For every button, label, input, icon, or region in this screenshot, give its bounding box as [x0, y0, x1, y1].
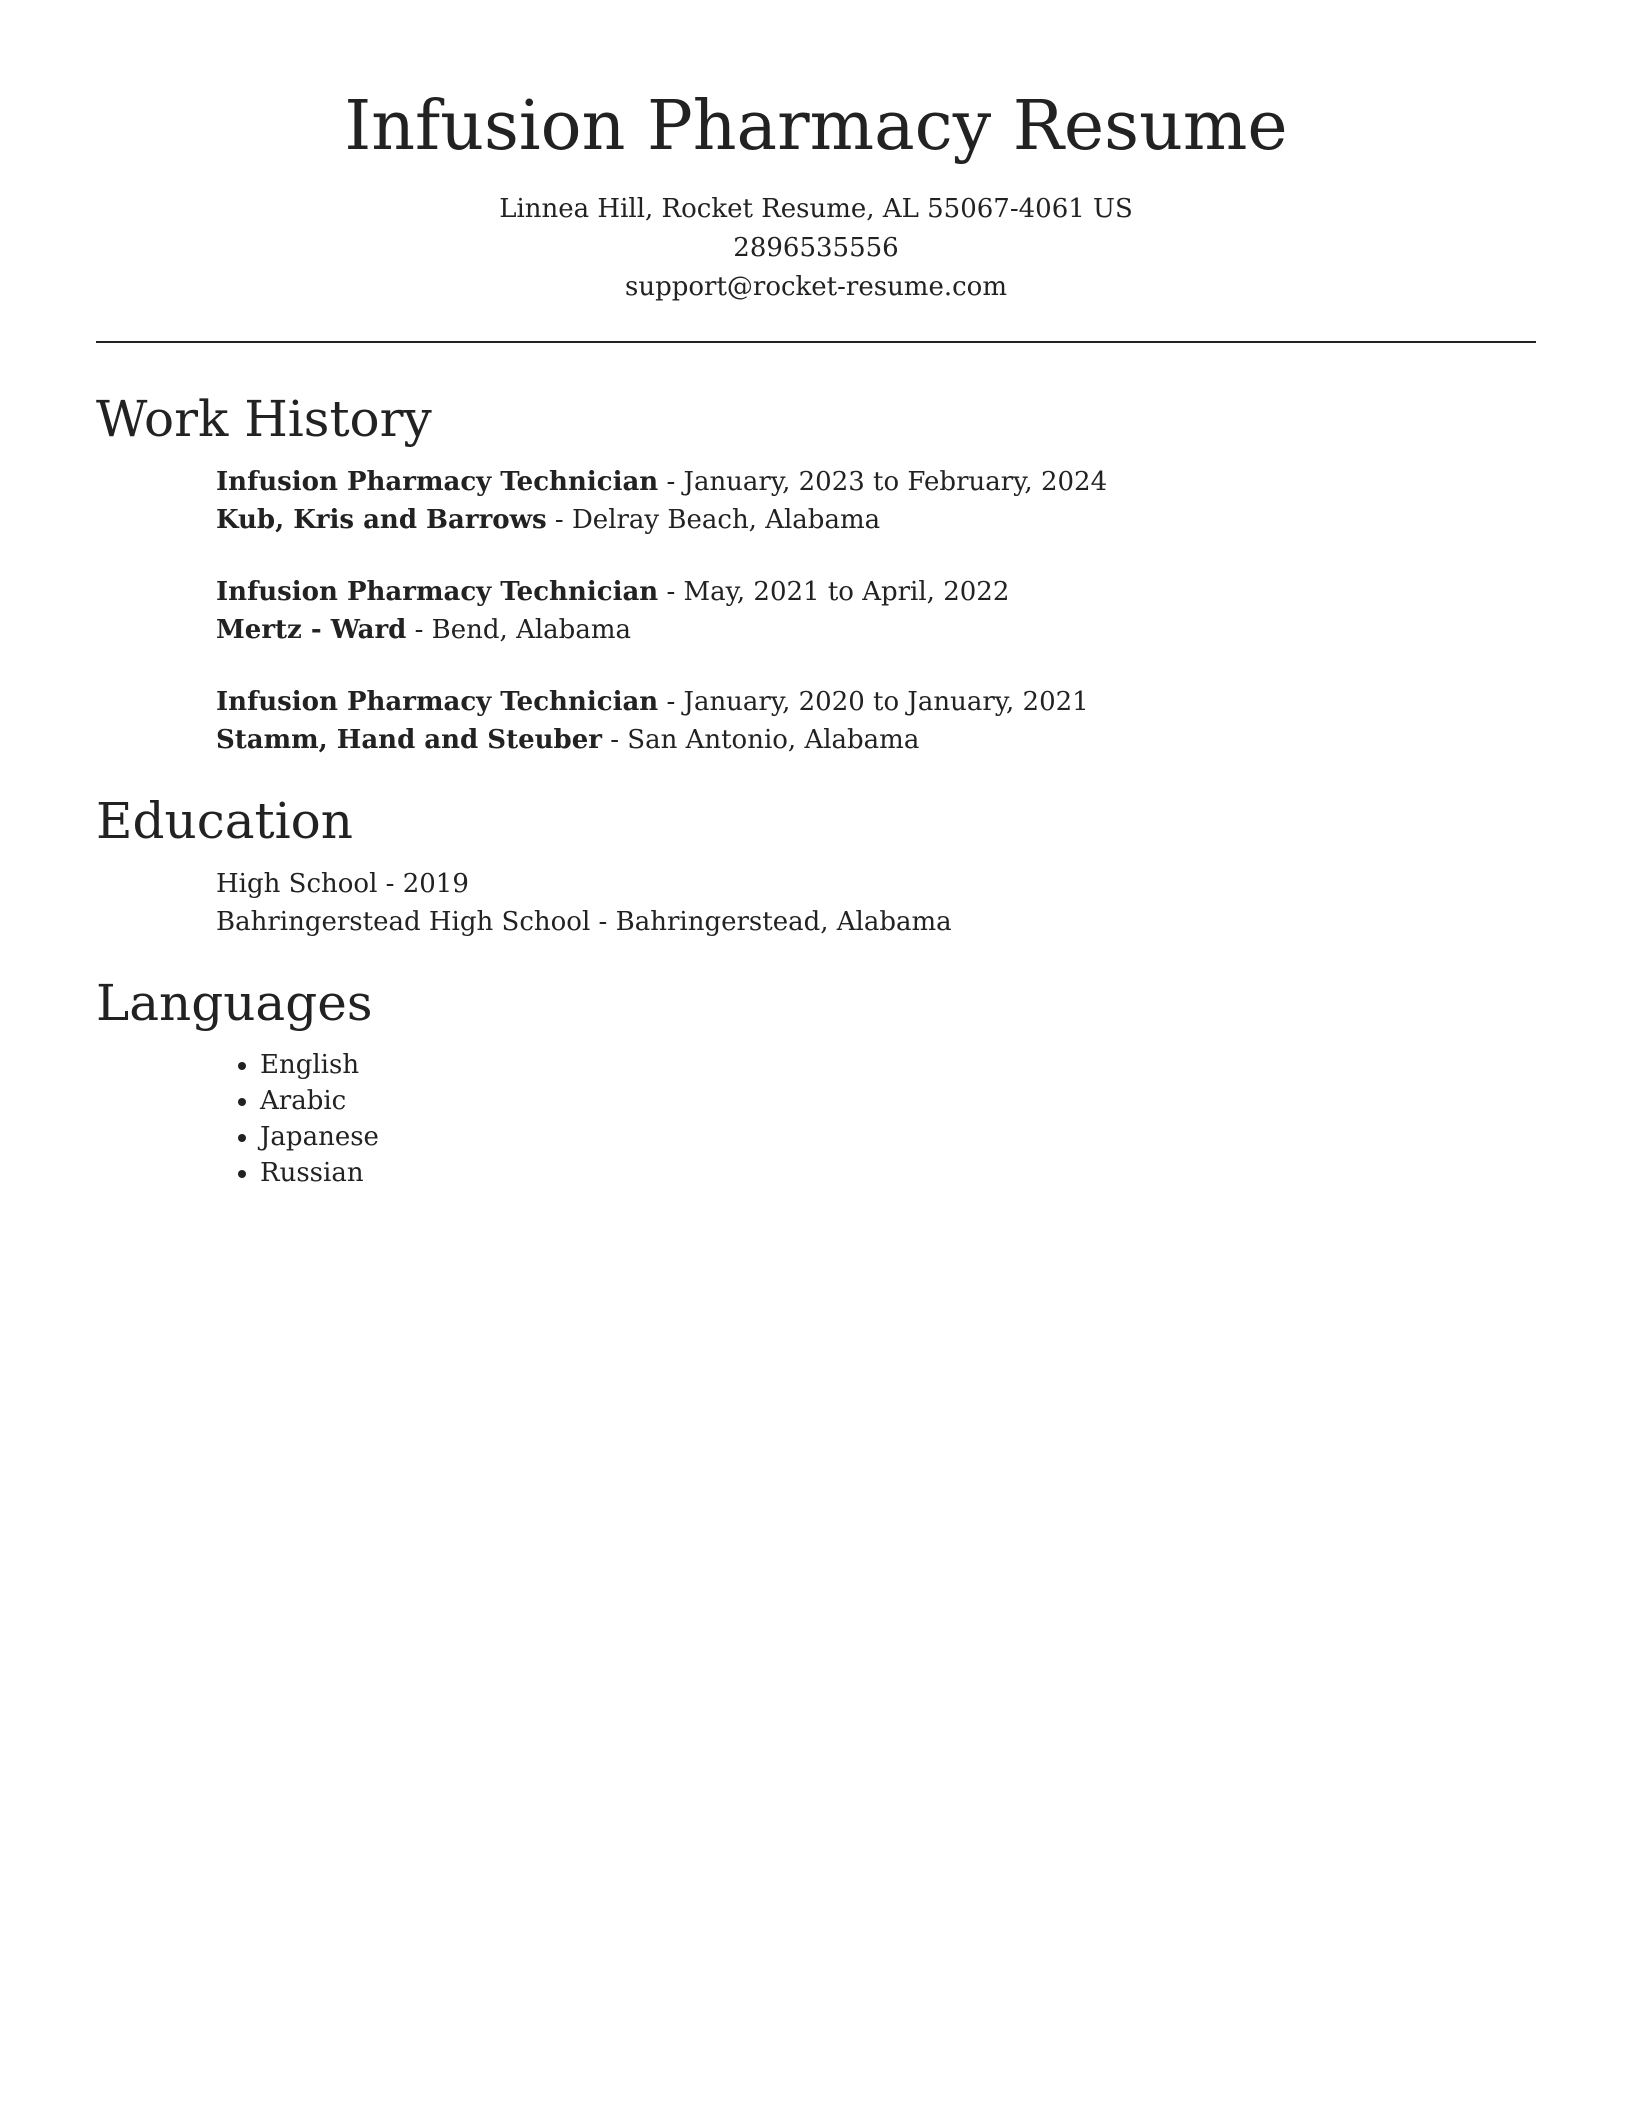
language-item: • Arabic [260, 1083, 1536, 1119]
job-dates: - May, 2021 to April, 2022 [658, 577, 1010, 607]
work-entry [216, 463, 1536, 539]
education-heading: Education [96, 792, 353, 850]
education-school: Bahringerstead High School [216, 907, 591, 937]
company-name: Stamm, Hand and Steuber [216, 725, 602, 755]
work-entry-company-line [216, 611, 1536, 649]
work-entry-company-line [216, 721, 1536, 759]
contact-info [96, 190, 1536, 307]
company-name: Mertz - Ward [216, 615, 407, 645]
education-location: - Bahringerstead, Alabama [590, 907, 952, 937]
resume-title: Infusion Pharmacy Resume [344, 87, 1288, 166]
work-entry-title-line [216, 463, 1536, 501]
job-title: Infusion Pharmacy Technician [216, 467, 659, 497]
language-item: • Russian [260, 1155, 1536, 1191]
education-degree: High School [216, 869, 378, 899]
header-divider [96, 341, 1536, 343]
education-school-line [216, 903, 1536, 941]
contact-address: Linnea Hill, Rocket Resume, AL 55067-4061 US [499, 194, 1133, 224]
contact-email: support@rocket-resume.com [624, 272, 1007, 302]
job-title: Infusion Pharmacy Technician [216, 577, 659, 607]
languages-list [96, 1047, 1536, 1191]
company-location: - Delray Beach, Alabama [546, 505, 881, 535]
work-entry [216, 573, 1536, 649]
work-entry [216, 683, 1536, 759]
language-item: • Japanese [260, 1119, 1536, 1155]
work-entry-title-line [216, 683, 1536, 721]
work-history-heading: Work History [96, 390, 432, 448]
job-title: Infusion Pharmacy Technician [216, 687, 659, 717]
work-entry-title-line [216, 573, 1536, 611]
contact-phone: 2896535556 [733, 233, 899, 263]
education-degree-line [216, 865, 1536, 903]
language-item: • English [260, 1047, 1536, 1083]
education-entry [216, 865, 1536, 941]
company-location: - Bend, Alabama [406, 615, 631, 645]
company-location: - San Antonio, Alabama [601, 725, 920, 755]
education-section [96, 789, 1536, 941]
job-dates: - January, 2023 to February, 2024 [658, 467, 1108, 497]
education-year: - 2019 [377, 869, 469, 899]
resume-header [96, 0, 1536, 307]
work-entry-company-line [216, 501, 1536, 539]
languages-section [96, 971, 1536, 1191]
job-dates: - January, 2020 to January, 2021 [658, 687, 1089, 717]
company-name: Kub, Kris and Barrows [216, 505, 547, 535]
languages-heading: Languages [96, 974, 373, 1032]
work-history-section [96, 387, 1536, 759]
education-entries [96, 865, 1536, 941]
work-history-entries [96, 463, 1536, 759]
